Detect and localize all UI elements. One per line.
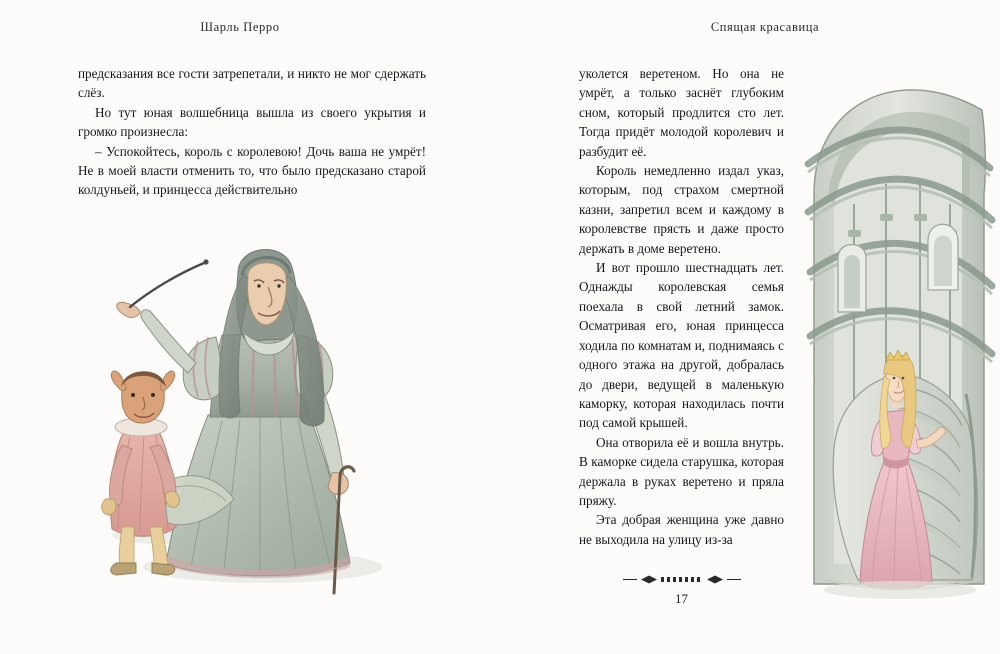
right-page bbox=[500, 0, 1000, 654]
illustration-princess-on-spiral-staircase bbox=[800, 44, 996, 614]
right-running-head: Спящая красавица bbox=[710, 20, 820, 34]
paragraph: И вот прошло шестнадцать лет. Однажды королевская семья поехала в свой летний замок. Осматривая его, юная принцесса ходила по комнатам и, поднимаясь с одного этажа на другой, добралась до двери, ведущей в маленькую каморку, которая находилась почти под самой крышей. bbox=[579, 260, 784, 431]
illustration-old-fairy-with-cane-and-imp bbox=[88, 215, 418, 615]
left-running-head: Шарль Перро bbox=[200, 20, 280, 34]
paragraph: предсказания все гости затрепетали, и никто не мог сдержать слёз. bbox=[78, 66, 426, 101]
paragraph: Король немедленно издал указ, которым, под страхом смертной казни, запретил всем и каждому в королевстве прясть и даже просто держать в доме веретено. bbox=[579, 163, 784, 256]
paragraph: уколется веретеном. Но она не умрёт, а только заснёт глубоким сном, который продлится сто лет. Тогда придёт молодой королевич и разбудит её. bbox=[579, 66, 784, 159]
folio-block bbox=[579, 574, 784, 607]
chapter-ornament-icon bbox=[621, 574, 743, 585]
left-text-column bbox=[78, 64, 426, 200]
paragraph: Эта добрая женщина уже давно не выходила на улицу из-за bbox=[579, 512, 784, 547]
paragraph: – Успокойтесь, король с королевою! Дочь ваша не умрёт! Не в моей власти отменить то, что было предсказано старой колдуньей, и принцесса действительно bbox=[78, 143, 426, 198]
paragraph: Но тут юная волшебница вышла из своего укрытия и громко произнесла: bbox=[78, 104, 426, 140]
paragraph: Она отворила её и вошла внутрь. В каморке сидела старушка, которая держала в руках веретено и пряла пряжу. bbox=[579, 434, 784, 508]
right-text-column bbox=[579, 64, 784, 549]
page-number: 17 bbox=[675, 591, 688, 606]
